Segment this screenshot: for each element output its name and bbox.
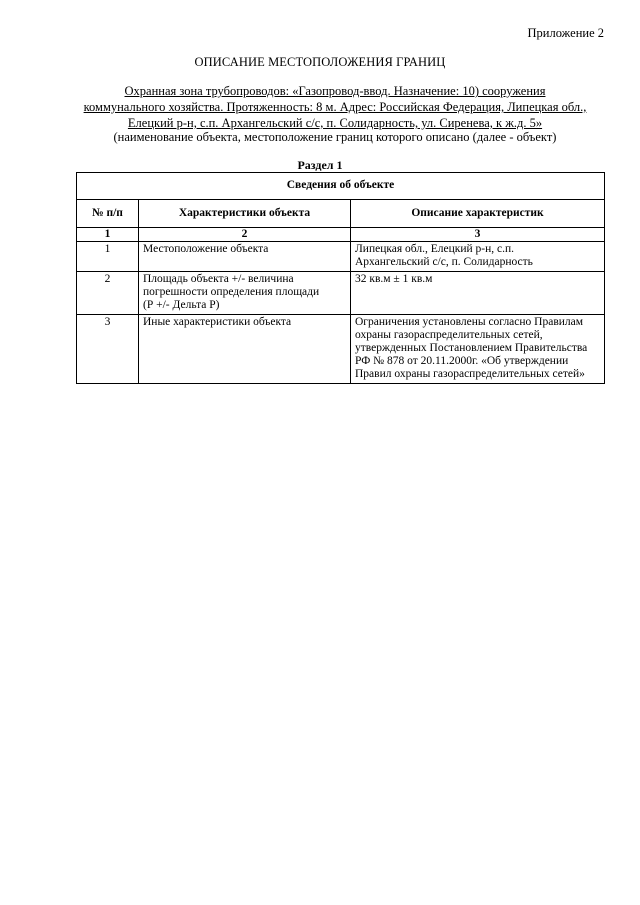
table-title: Сведения об объекте — [77, 173, 605, 200]
column-number-3: 3 — [351, 228, 605, 242]
row-num: 2 — [77, 272, 139, 315]
section-title: Раздел 1 — [297, 158, 343, 172]
header-characteristic: Характеристики объекта — [139, 200, 351, 228]
header-num: № п/п — [77, 200, 139, 228]
row-description: 32 кв.м ± 1 кв.м — [351, 272, 605, 315]
description-line: Ограничения установлены согласно Правилам — [355, 316, 584, 328]
characteristic-line: Площадь объекта +/- величина — [143, 273, 294, 285]
table-row — [77, 242, 605, 272]
row-characteristic: Иные характеристики объекта — [139, 315, 351, 384]
column-number-2: 2 — [139, 228, 351, 242]
description-line: Липецкая обл., Елецкий р-н, с.п. — [355, 243, 515, 255]
characteristic-line: (Р +/- Дельта Р) — [143, 299, 220, 311]
description-line: охраны газораспределительных сетей, — [355, 329, 543, 341]
object-name — [70, 83, 600, 131]
object-name-line-2: коммунального хозяйства. Протяженность: 8 м. Адрес: Российская Федерация, Липецкая обл., — [83, 100, 587, 114]
description-line: утвержденных Постановлением Правительства — [355, 342, 588, 354]
row-characteristic — [139, 272, 351, 315]
document-title: ОПИСАНИЕ МЕСТОПОЛОЖЕНИЯ ГРАНИЦ — [194, 55, 446, 69]
row-num: 3 — [77, 315, 139, 384]
appendix-label: Приложение 2 — [527, 26, 604, 40]
description-line: Архангельский с/с, п. Солидарность — [355, 256, 533, 268]
row-description — [351, 315, 605, 384]
description-line: Правил охраны газораспределительных сетей» — [355, 368, 585, 380]
object-name-line-1: Охранная зона трубопроводов: «Газопровод-ввод. Назначение: 10) сооружения — [124, 84, 546, 98]
table-row — [77, 315, 605, 384]
row-description — [351, 242, 605, 272]
object-info-table — [76, 172, 605, 384]
object-name-line-3: Елецкий р-н, с.п. Архангельский с/с, п. Солидарность, ул. Сиренева, к ж.д. 5» — [127, 116, 543, 130]
object-caption: (наименование объекта, местоположение границ которого описано (далее - объект) — [113, 130, 557, 144]
row-characteristic: Местоположение объекта — [139, 242, 351, 272]
characteristic-line: погрешности определения площади — [143, 286, 320, 298]
column-number-1: 1 — [77, 228, 139, 242]
header-description: Описание характеристик — [351, 200, 605, 228]
row-num: 1 — [77, 242, 139, 272]
description-line: РФ № 878 от 20.11.2000г. «Об утверждении — [355, 355, 569, 367]
table-row — [77, 272, 605, 315]
